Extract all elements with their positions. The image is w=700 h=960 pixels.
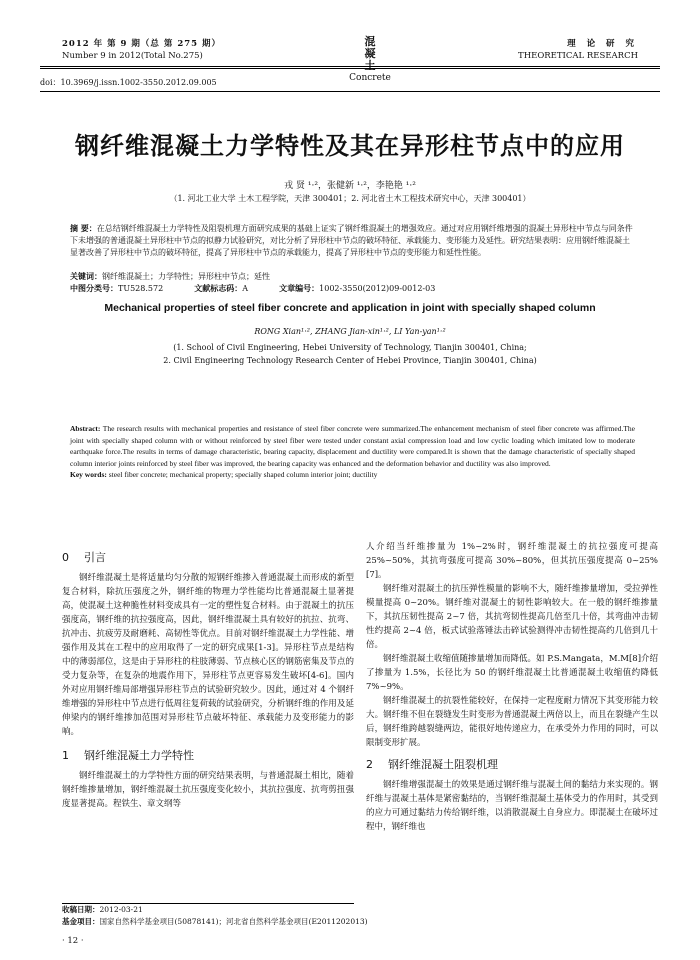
issue-cn: 2012 年 第 9 期（总 第 275 期） — [62, 39, 222, 49]
section-0-title: 引言 — [84, 551, 106, 564]
keywords-en — [70, 469, 635, 481]
issue-en: Number 9 in 2012(Total No.275) — [62, 51, 203, 61]
journal-name-cn: 混 凝 土 — [364, 35, 406, 72]
doc-code: A — [242, 284, 249, 293]
section-1-number: 1 — [62, 749, 69, 762]
doi: doi：10.3969/j.issn.1002-3550.2012.09.005 — [40, 78, 217, 87]
article-id-label: 文章编号： — [279, 283, 320, 293]
header-rule — [40, 66, 660, 67]
section-1-title: 钢纤维混凝土力学特性 — [84, 749, 194, 762]
abstract-en-text: The research results with mechanical properties and resistance of steel fiber concrete were summarized.The enhancement mechanism of steel fiber concrete was affirmed.The joint with specially shaped column with or without reinforced by steel fiber were tested under constant axial compression load and low cyclic loading which imitated low to moderate earthquake force.The results in terms of damage characteristic, bearing capacity, displacement and ductility were compared.It is shown that the damage characteristic of specially shaped column interior joints reinforced by steel fiber was improved, the bearing capacity was enhanced and the deformation behavior and ductility was also improved. — [70, 424, 636, 468]
paragraph: 人介绍当纤维掺量为 1%~2%时，钢纤维混凝土的抗拉强度可提高 25%~50%，其抗弯强度可提高 30%~80%，但其抗压强度提高 0~25%[7]。 — [366, 542, 658, 580]
section-0-heading — [62, 551, 354, 565]
section-name-cn: 理 论 研 究 — [567, 39, 638, 49]
classification-cn — [70, 282, 635, 295]
article-id: 1002-3550(2012)09-0012-03 — [319, 284, 436, 293]
clc-number: TU528.572 — [118, 284, 164, 293]
keywords-en-label: Key words: — [70, 470, 107, 479]
authors-cn: 戎 贤 ¹·²，张健新 ¹·²，李艳艳 ¹·² — [284, 181, 416, 191]
body-column-right — [366, 540, 658, 834]
abstract-en — [70, 423, 635, 481]
section-1-heading — [62, 749, 354, 763]
doc-code-label: 文献标志码： — [194, 283, 243, 293]
abstract-cn-text: 在总结钢纤维混凝土力学特性及阻裂机理方面研究成果的基础上证实了钢纤维混凝土的增强效应。通过对应用钢纤维增强的混凝土异形柱中节点与同条件下未增强的普通混凝土异形柱中节点的拟静力试验研究，对比分析了异形柱中节点的破坏特征、承载能力、变形能力及延性。研究结果表明：应用钢纤维混凝土显著改善了异形柱中节点的破坏特征，提高了异形柱中节点的承载能力，提高了异形柱中节点的变形能力和延性性能。 — [70, 224, 633, 257]
fund-label: 基金项目： — [62, 917, 100, 926]
footnote — [62, 904, 368, 928]
fund-text: 国家自然科学基金项目(50878141)；河北省自然科学基金项目(E2011202013) — [99, 917, 368, 926]
paragraph: 钢纤维混凝土是将适量均匀分散的短钢纤维掺入普通混凝土而形成的新型复合材料，除抗压强度之外，钢纤维的物理力学性能均比普通混凝土显著提高，使混凝土这种脆性材料变成具有一定的塑性复合材料。由于混凝土的抗压强度高，钢纤维的抗拉强度高，因此，钢纤维混凝土具有较好的抗拉、抗弯、抗冲击、抗疲劳及耐磨耗、高韧性等优点。目前对钢纤维混凝土力学性能、增强作用及其在工程中的应用取得了一定的研究成果[1-3]。异形柱节点是结构中的薄弱部位，这是由于异形柱的柱肢薄弱、节点核心区的钢筋密集及节点的受力复杂等，在复杂的地震作用下，异形柱节点更容易发生破坏[4-6]。国内外对应用钢纤维局部增强异形柱节点的试验研究较少。因此，通过对 4 个钢纤维增强的异形柱中节点进行低周往复荷载的试验研究，分析钢纤维的作用及延伸梁内的钢纤维掺加范围对异形柱节点破坏特征、承载能力及变形能力的影响。 — [62, 573, 354, 737]
paragraph: 钢纤维混凝土收缩值随掺量增加而降低。如 P.S.Mangata，M.M[8]介绍了掺量为 1.5%，长径比为 50 的钢纤维混凝土比普通混凝土收缩值约降低 7%~9%。 — [366, 654, 659, 692]
article-title-en: Mechanical properties of steel fiber concrete and application in joint with specially shaped column — [104, 302, 596, 314]
article-title-cn: 钢纤维混凝土力学特性及其在异形柱节点中的应用 — [75, 132, 625, 160]
clc-label: 中图分类号： — [70, 283, 118, 293]
abstract-en-label: Abstract: — [70, 424, 101, 433]
received-date: 2012-03-21 — [99, 905, 143, 914]
doi-rule — [40, 91, 660, 92]
authors-en: RONG Xian¹·², ZHANG Jian-xin¹·², LI Yan-yan¹·² — [254, 327, 446, 336]
paragraph: 钢纤维对混凝土的抗压弹性模量的影响不大，随纤维掺量增加，受拉弹性模量提高 0~20%。钢纤维对混凝土的韧性影响较大。在一般的钢纤维掺量下，其抗压韧性提高 2~7 倍，其抗弯韧性提高几倍至几十倍，其弯曲冲击韧性约提高 2~4 倍，板式试验落锤法击碎试验测得冲击韧性提高约几倍到几十倍。 — [366, 584, 658, 650]
affiliation-en-1: (1. School of Civil Engineering, Hebei University of Technology, Tianjin 300401, China; — [173, 343, 527, 352]
keywords-en-text: steel fiber concrete; mechanical property; specially shaped column interior joint; ductility — [108, 470, 378, 479]
page-number: · 12 · — [62, 936, 84, 946]
section-2-title: 钢纤维混凝土阻裂机理 — [388, 758, 498, 771]
keywords-cn-text: 钢纤维混凝土；力学特性；异形柱中节点；延性 — [102, 272, 270, 281]
keywords-cn-label: 关键词： — [70, 271, 102, 281]
running-header-left — [62, 38, 221, 62]
header-rule-thin — [40, 68, 660, 69]
affiliation-cn: （1. 河北工业大学 土木工程学院，天津 300401；2. 河北省土木工程技术研究中心，天津 300401） — [169, 194, 531, 203]
section-0-number: 0 — [62, 551, 69, 564]
body-column-left — [62, 545, 354, 811]
section-2-number: 2 — [366, 758, 373, 771]
section-name-en: THEORETICAL RESEARCH — [518, 51, 638, 61]
abstract-cn — [70, 222, 635, 259]
running-header-right — [518, 38, 638, 62]
paragraph: 钢纤维混凝土的抗裂性能较好，在保持一定程度耐力情况下其变形能力较大。钢纤维不但在裂缝发生时变形为普通混凝土两倍以上，而且在裂缝产生以后，钢纤维跨越裂缝两边，能很好地传递应力，在承受外力作用的同时，可以限制变形扩展。 — [366, 696, 658, 748]
paragraph: 钢纤维增强混凝土的效果是通过钢纤维与混凝土间的黏结力来实现的。钢纤维与混凝土基体是紧密黏结的，当钢纤维混凝土基体受力的作用时，其受到的应力可通过黏结力传给钢纤维，以消散混凝土自身应力。即混凝土在破坏过程中，钢纤维也 — [366, 780, 658, 832]
section-2-heading — [366, 758, 658, 772]
received-label: 收稿日期： — [62, 905, 100, 914]
paragraph: 钢纤维混凝土的力学特性方面的研究结果表明，与普通混凝土相比，随着钢纤维掺量增加，钢纤维混凝土抗压强度变化较小，其抗拉强度、抗弯剪扭强度显著提高。程铁生、章文纲等 — [62, 771, 354, 809]
running-header-center — [300, 36, 440, 84]
journal-name-en: Concrete — [349, 73, 391, 83]
affiliation-en-2: 2. Civil Engineering Technology Research Center of Hebei Province, Tianjin 300401, China) — [163, 356, 537, 365]
abstract-cn-label: 摘 要： — [70, 223, 97, 233]
